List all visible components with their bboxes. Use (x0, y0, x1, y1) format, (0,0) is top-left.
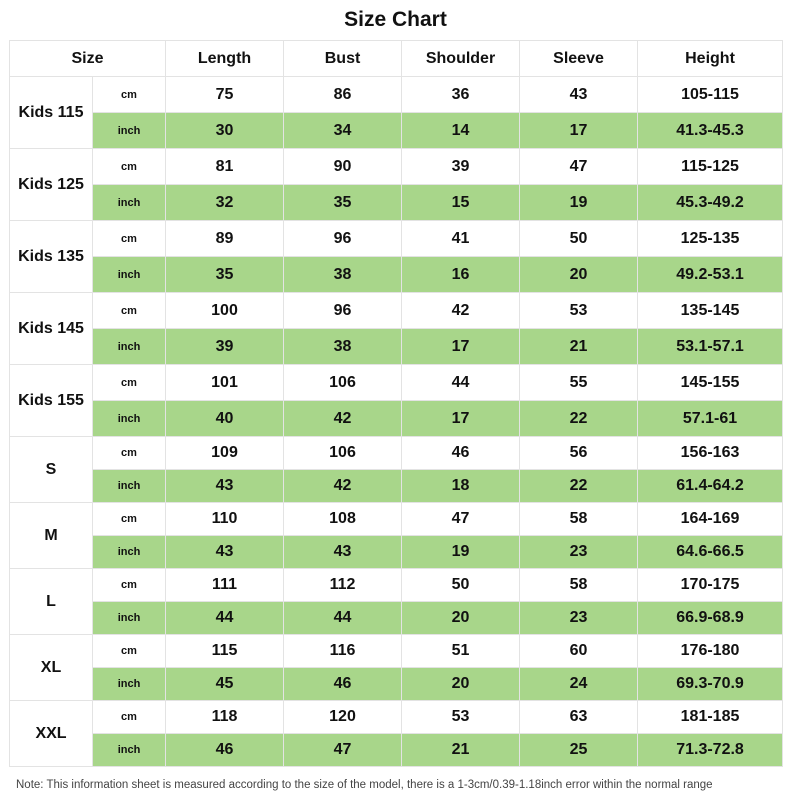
inch-value-cell: 44 (284, 602, 402, 635)
size-label: M (10, 503, 93, 569)
cm-value-cell: 60 (520, 635, 638, 668)
cm-value-cell: 81 (166, 149, 284, 185)
table-row-cm (10, 503, 783, 536)
inch-value-cell: 18 (402, 470, 520, 503)
cm-value-cell: 42 (402, 293, 520, 329)
table-row-inch (10, 602, 783, 635)
cm-value-cell: 58 (520, 569, 638, 602)
inch-value-cell: 20 (402, 668, 520, 701)
cm-value-cell: 170-175 (638, 569, 783, 602)
unit-label-cm: cm (93, 503, 166, 536)
table-row-inch (10, 470, 783, 503)
unit-label-cm: cm (93, 701, 166, 734)
unit-label-inch: inch (93, 329, 166, 365)
inch-value-cell: 23 (520, 602, 638, 635)
inch-value-cell: 42 (284, 401, 402, 437)
inch-value-cell: 57.1-61 (638, 401, 783, 437)
cm-value-cell: 50 (402, 569, 520, 602)
unit-label-inch: inch (93, 602, 166, 635)
unit-label-cm: cm (93, 77, 166, 113)
table-row-inch (10, 185, 783, 221)
cm-value-cell: 96 (284, 293, 402, 329)
chart-title: Size Chart (344, 8, 447, 31)
inch-value-cell: 64.6-66.5 (638, 536, 783, 569)
cm-value-cell: 105-115 (638, 77, 783, 113)
inch-value-cell: 71.3-72.8 (638, 734, 783, 767)
inch-value-cell: 22 (520, 470, 638, 503)
cm-value-cell: 115 (166, 635, 284, 668)
cm-value-cell: 156-163 (638, 437, 783, 470)
inch-value-cell: 35 (284, 185, 402, 221)
header-bust: Bust (284, 41, 402, 77)
inch-value-cell: 19 (520, 185, 638, 221)
inch-value-cell: 21 (520, 329, 638, 365)
cm-value-cell: 47 (402, 503, 520, 536)
inch-value-cell: 47 (284, 734, 402, 767)
cm-value-cell: 145-155 (638, 365, 783, 401)
cm-value-cell: 112 (284, 569, 402, 602)
cm-value-cell: 108 (284, 503, 402, 536)
table-row-inch (10, 401, 783, 437)
inch-value-cell: 20 (520, 257, 638, 293)
cm-value-cell: 53 (520, 293, 638, 329)
cm-value-cell: 41 (402, 221, 520, 257)
table-row-inch (10, 536, 783, 569)
cm-value-cell: 120 (284, 701, 402, 734)
unit-label-cm: cm (93, 293, 166, 329)
size-label: Kids 155 (10, 365, 93, 437)
header-length: Length (166, 41, 284, 77)
cm-value-cell: 50 (520, 221, 638, 257)
unit-label-inch: inch (93, 470, 166, 503)
cm-value-cell: 115-125 (638, 149, 783, 185)
cm-value-cell: 109 (166, 437, 284, 470)
inch-value-cell: 49.2-53.1 (638, 257, 783, 293)
inch-value-cell: 14 (402, 113, 520, 149)
size-label: L (10, 569, 93, 635)
header-row (10, 41, 783, 77)
unit-label-cm: cm (93, 149, 166, 185)
cm-value-cell: 58 (520, 503, 638, 536)
cm-value-cell: 110 (166, 503, 284, 536)
inch-value-cell: 17 (402, 329, 520, 365)
table-row-cm (10, 365, 783, 401)
size-chart (9, 0, 782, 767)
unit-label-cm: cm (93, 221, 166, 257)
table-row-cm (10, 569, 783, 602)
inch-value-cell: 69.3-70.9 (638, 668, 783, 701)
inch-value-cell: 66.9-68.9 (638, 602, 783, 635)
unit-label-inch: inch (93, 401, 166, 437)
table-row-cm (10, 293, 783, 329)
inch-value-cell: 39 (166, 329, 284, 365)
size-label: Kids 145 (10, 293, 93, 365)
cm-value-cell: 100 (166, 293, 284, 329)
inch-value-cell: 24 (520, 668, 638, 701)
cm-value-cell: 106 (284, 365, 402, 401)
inch-value-cell: 17 (520, 113, 638, 149)
cm-value-cell: 181-185 (638, 701, 783, 734)
unit-label-inch: inch (93, 113, 166, 149)
table-body (10, 77, 783, 767)
inch-value-cell: 46 (284, 668, 402, 701)
cm-value-cell: 75 (166, 77, 284, 113)
header-shoulder: Shoulder (402, 41, 520, 77)
inch-value-cell: 43 (284, 536, 402, 569)
cm-value-cell: 39 (402, 149, 520, 185)
cm-value-cell: 90 (284, 149, 402, 185)
cm-value-cell: 46 (402, 437, 520, 470)
cm-value-cell: 86 (284, 77, 402, 113)
inch-value-cell: 23 (520, 536, 638, 569)
inch-value-cell: 40 (166, 401, 284, 437)
inch-value-cell: 32 (166, 185, 284, 221)
table-row-cm (10, 221, 783, 257)
inch-value-cell: 15 (402, 185, 520, 221)
cm-value-cell: 135-145 (638, 293, 783, 329)
cm-value-cell: 176-180 (638, 635, 783, 668)
inch-value-cell: 30 (166, 113, 284, 149)
table-row-inch (10, 668, 783, 701)
table-row-cm (10, 77, 783, 113)
table-row-cm (10, 635, 783, 668)
unit-label-cm: cm (93, 437, 166, 470)
table-row-inch (10, 734, 783, 767)
size-label: Kids 115 (10, 77, 93, 149)
size-label: Kids 135 (10, 221, 93, 293)
table-row-cm (10, 149, 783, 185)
table-row-inch (10, 329, 783, 365)
unit-label-inch: inch (93, 734, 166, 767)
unit-label-inch: inch (93, 536, 166, 569)
cm-value-cell: 101 (166, 365, 284, 401)
cm-value-cell: 63 (520, 701, 638, 734)
size-label: Kids 125 (10, 149, 93, 221)
table-row-cm (10, 701, 783, 734)
header-height: Height (638, 41, 783, 77)
cm-value-cell: 56 (520, 437, 638, 470)
inch-value-cell: 41.3-45.3 (638, 113, 783, 149)
inch-value-cell: 22 (520, 401, 638, 437)
inch-value-cell: 46 (166, 734, 284, 767)
cm-value-cell: 51 (402, 635, 520, 668)
unit-label-cm: cm (93, 569, 166, 602)
inch-value-cell: 45.3-49.2 (638, 185, 783, 221)
inch-value-cell: 43 (166, 470, 284, 503)
cm-value-cell: 47 (520, 149, 638, 185)
cm-value-cell: 89 (166, 221, 284, 257)
table-row-cm (10, 437, 783, 470)
cm-value-cell: 44 (402, 365, 520, 401)
unit-label-inch: inch (93, 257, 166, 293)
inch-value-cell: 45 (166, 668, 284, 701)
inch-value-cell: 35 (166, 257, 284, 293)
unit-label-cm: cm (93, 635, 166, 668)
unit-label-inch: inch (93, 185, 166, 221)
unit-label-inch: inch (93, 668, 166, 701)
inch-value-cell: 42 (284, 470, 402, 503)
cm-value-cell: 36 (402, 77, 520, 113)
inch-value-cell: 25 (520, 734, 638, 767)
inch-value-cell: 16 (402, 257, 520, 293)
cm-value-cell: 125-135 (638, 221, 783, 257)
table-row-inch (10, 257, 783, 293)
inch-value-cell: 38 (284, 329, 402, 365)
inch-value-cell: 17 (402, 401, 520, 437)
inch-value-cell: 61.4-64.2 (638, 470, 783, 503)
size-table (9, 40, 783, 767)
inch-value-cell: 53.1-57.1 (638, 329, 783, 365)
cm-value-cell: 55 (520, 365, 638, 401)
table-row-inch (10, 113, 783, 149)
inch-value-cell: 34 (284, 113, 402, 149)
cm-value-cell: 111 (166, 569, 284, 602)
measurement-note: Note: This information sheet is measured according to the size of the model, there is a 1-3cm/0.39-1.18inch error within the normal range (16, 779, 713, 791)
unit-label-cm: cm (93, 365, 166, 401)
size-label: XXL (10, 701, 93, 767)
cm-value-cell: 106 (284, 437, 402, 470)
cm-value-cell: 164-169 (638, 503, 783, 536)
cm-value-cell: 43 (520, 77, 638, 113)
size-label: S (10, 437, 93, 503)
cm-value-cell: 96 (284, 221, 402, 257)
inch-value-cell: 19 (402, 536, 520, 569)
cm-value-cell: 116 (284, 635, 402, 668)
cm-value-cell: 118 (166, 701, 284, 734)
inch-value-cell: 21 (402, 734, 520, 767)
inch-value-cell: 43 (166, 536, 284, 569)
inch-value-cell: 44 (166, 602, 284, 635)
header-sleeve: Sleeve (520, 41, 638, 77)
inch-value-cell: 20 (402, 602, 520, 635)
header-size: Size (10, 41, 166, 77)
inch-value-cell: 38 (284, 257, 402, 293)
size-label: XL (10, 635, 93, 701)
cm-value-cell: 53 (402, 701, 520, 734)
